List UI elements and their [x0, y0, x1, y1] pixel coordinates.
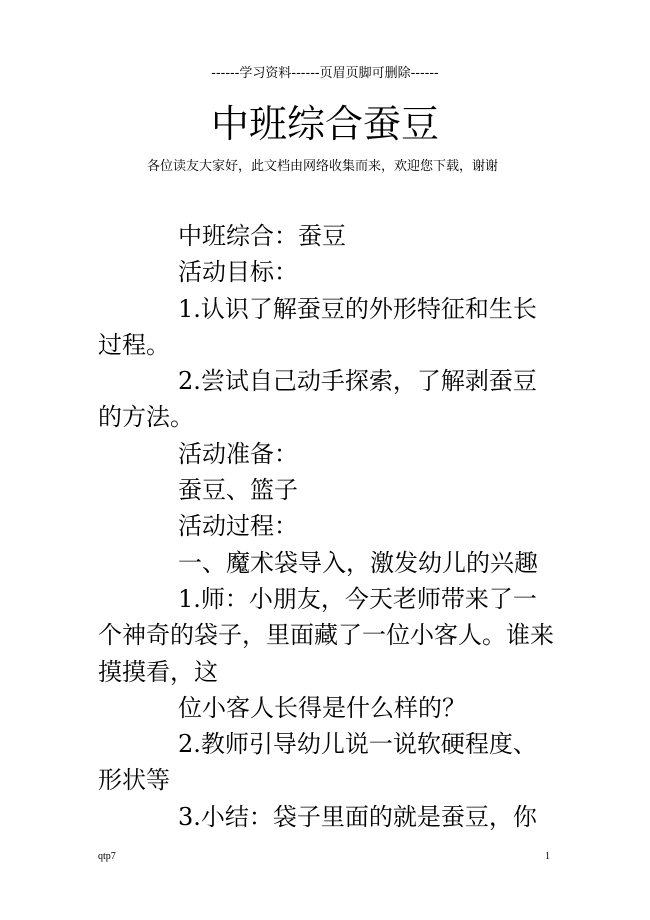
- document-title: 中班综合蚕豆: [210, 102, 439, 146]
- header-note: ------学习资料------页眉页脚可删除------: [211, 66, 439, 81]
- page-number: 1: [545, 851, 550, 862]
- footer-label: qtp7: [98, 851, 116, 862]
- document-body: [98, 218, 558, 835]
- body-paragraph: 一、魔术袋导入，激发幼儿的兴趣: [178, 548, 538, 577]
- body-paragraph: 2.尝试自己动手探索，了解剥蚕豆的方法。: [98, 367, 537, 432]
- body-paragraph: 中班综合：蚕豆: [178, 222, 346, 250]
- body-paragraph: 活动准备：: [178, 439, 298, 468]
- body-paragraph: 蚕豆、篮子: [178, 476, 298, 505]
- body-paragraph: 活动过程：: [178, 512, 298, 541]
- body-paragraph: 活动目标：: [178, 258, 298, 287]
- body-paragraph: 1.师：小朋友，今天老师带来了一个神奇的袋子，里面藏了一位小客人。谁来摸摸看，这: [98, 584, 554, 686]
- body-paragraph: 位小客人长得是什么样的？: [178, 693, 466, 722]
- body-paragraph: 2.教师引导幼儿说一说软硬程度、形状等: [98, 730, 537, 795]
- body-paragraph: 1.认识了解蚕豆的外形特征和生长过程。: [98, 294, 537, 359]
- body-paragraph: 3.小结：袋子里面的就是蚕豆，你: [178, 802, 537, 831]
- document-subtitle: 各位读友大家好，此文档由网络收集而来，欢迎您下载，谢谢: [147, 159, 499, 174]
